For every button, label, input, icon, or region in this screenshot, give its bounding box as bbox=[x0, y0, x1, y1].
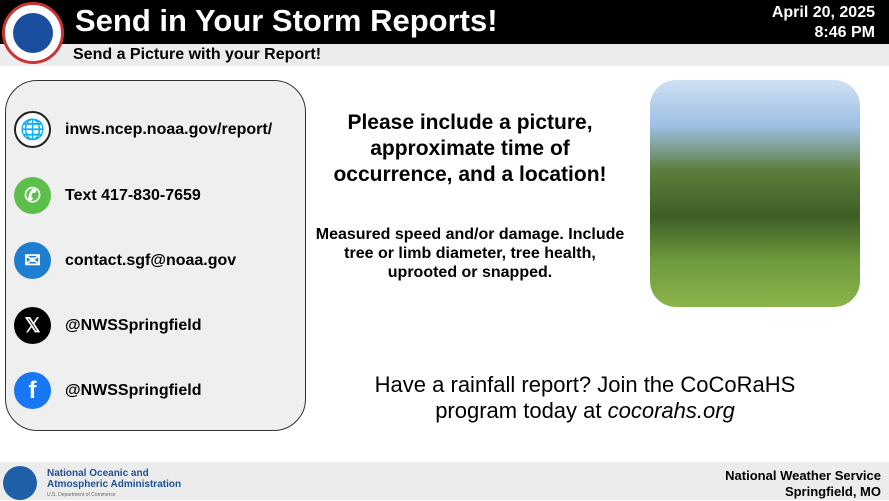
cocorahs-link[interactable]: cocorahs.org bbox=[607, 398, 735, 423]
contact-email[interactable] bbox=[14, 242, 236, 279]
facebook-icon: f bbox=[14, 372, 51, 409]
details-text: Measured speed and/or damage. Include tree or limb diameter, tree health, uprooted or snapped. bbox=[315, 226, 625, 281]
rain-line-1: Have a rainfall report? Join the CoCoRaHS bbox=[374, 372, 796, 397]
storm-damage-photo bbox=[650, 80, 860, 307]
contact-text: inws.ncep.noaa.gov/report/ bbox=[65, 120, 273, 138]
office-location: Springfield, MO bbox=[784, 484, 881, 499]
contact-facebook[interactable] bbox=[14, 372, 201, 409]
headline: Please include a picture, approximate time of occurrence, and a location! bbox=[333, 111, 607, 186]
contact-x[interactable] bbox=[14, 307, 201, 344]
contact-phone[interactable] bbox=[14, 177, 201, 214]
nws-logo bbox=[2, 2, 64, 64]
contact-text: Text 417-830-7659 bbox=[65, 186, 201, 204]
email-icon: ✉ bbox=[14, 242, 51, 279]
header-bar bbox=[0, 0, 889, 44]
subtitle: Send a Picture with your Report! bbox=[73, 46, 322, 63]
footer bbox=[0, 462, 889, 500]
contact-text: contact.sgf@noaa.gov bbox=[65, 251, 237, 269]
datetime bbox=[772, 3, 875, 43]
subheader bbox=[0, 44, 889, 66]
globe-icon: 🌐 bbox=[14, 111, 51, 148]
rainfall-text bbox=[320, 372, 850, 424]
phone-icon: ✆ bbox=[14, 177, 51, 214]
office-name: National Weather Service bbox=[725, 468, 881, 483]
time: 8:46 PM bbox=[814, 24, 875, 41]
office-info bbox=[725, 468, 881, 500]
x-icon: 𝕏 bbox=[14, 307, 51, 344]
contact-text: @NWSSpringfield bbox=[65, 316, 202, 334]
noaa-line-1: National Oceanic and bbox=[47, 468, 149, 479]
noaa-name bbox=[47, 468, 181, 501]
rain-line-2: program today at bbox=[435, 398, 608, 423]
contact-text: @NWSSpringfield bbox=[65, 381, 202, 399]
page-title: Send in Your Storm Reports! bbox=[75, 3, 498, 38]
noaa-line-2: Atmospheric Administration bbox=[47, 479, 182, 490]
contact-web[interactable] bbox=[14, 111, 272, 148]
contact-panel bbox=[5, 80, 306, 431]
noaa-logo bbox=[3, 466, 37, 500]
date: April 20, 2025 bbox=[771, 4, 875, 21]
noaa-dept: U.S. Department of Commerce bbox=[47, 492, 116, 498]
